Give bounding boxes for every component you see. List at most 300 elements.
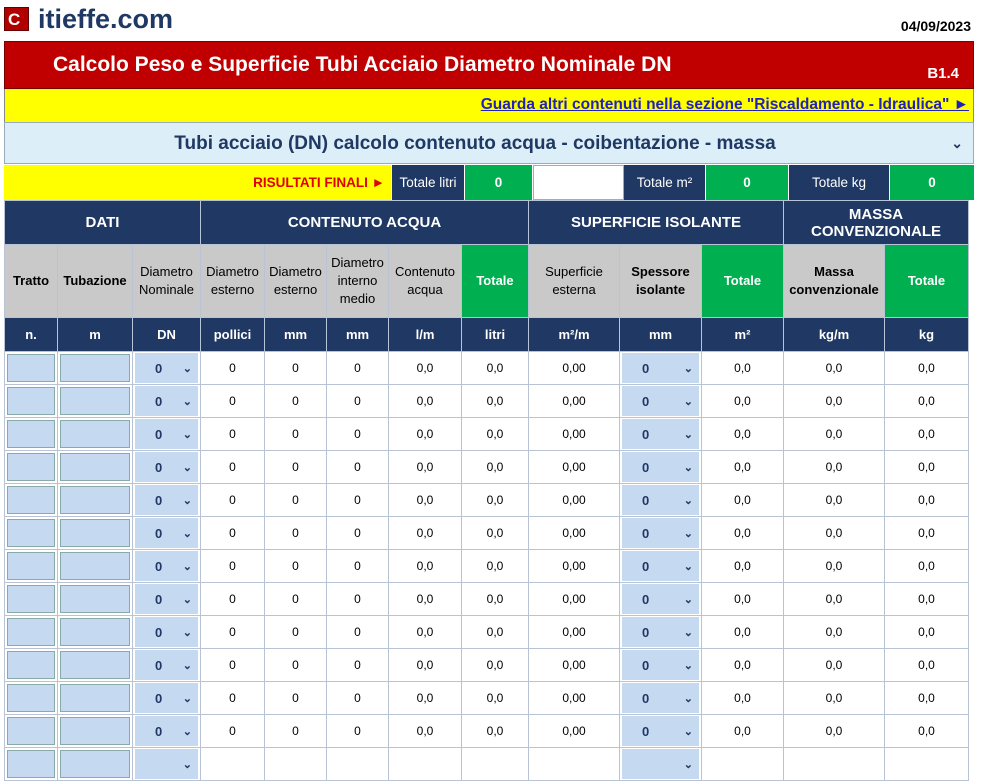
di-cell: 0	[327, 385, 389, 418]
results-blank-cell	[533, 165, 624, 200]
dn-select[interactable]	[135, 518, 198, 548]
tubazione-cell	[58, 451, 133, 484]
totale-m2-cell: 0,0	[702, 517, 784, 550]
pollici-cell: 0	[201, 550, 265, 583]
col-diametro-esterno-pollici: Diametro esterno	[201, 245, 265, 318]
contenuto-cell: 0,0	[389, 517, 462, 550]
tubazione-input[interactable]	[60, 486, 130, 514]
pollici-cell: 0	[201, 352, 265, 385]
spessore-select[interactable]	[622, 452, 699, 482]
tubazione-input[interactable]	[60, 651, 130, 679]
tubazione-input[interactable]	[60, 684, 130, 712]
chevron-down-icon: ⌄	[683, 659, 693, 672]
tubazione-input[interactable]	[60, 354, 130, 382]
table-row	[5, 649, 969, 682]
spessore-cell	[620, 616, 702, 649]
group-massa-convenzionale: MASSA CONVENZIONALE	[784, 201, 969, 245]
superficie-cell: 0,00	[529, 682, 620, 715]
totale-m2-cell: 0,0	[702, 385, 784, 418]
tratto-input[interactable]	[7, 387, 55, 415]
chevron-down-icon: ⌄	[182, 692, 192, 705]
massa-cell: 0,0	[784, 616, 885, 649]
spessore-value: 0	[642, 657, 650, 673]
pollici-cell: 0	[201, 682, 265, 715]
sub-header-row	[5, 245, 969, 318]
di-cell: 0	[327, 715, 389, 748]
superficie-cell: 0,00	[529, 616, 620, 649]
totale-litri-cell: 0,0	[462, 451, 529, 484]
contenuto-cell: 0,0	[389, 352, 462, 385]
col-diametro-esterno-mm: Diametro esterno	[265, 245, 327, 318]
chevron-down-icon: ⌄	[683, 626, 693, 639]
totale-m2-cell: 0,0	[702, 451, 784, 484]
pollici-cell: 0	[201, 715, 265, 748]
chevron-down-icon: ⌄	[182, 593, 192, 606]
pollici-cell: 0	[201, 616, 265, 649]
tubazione-cell	[58, 385, 133, 418]
tratto-input[interactable]	[7, 354, 55, 382]
calculator-select[interactable]	[4, 122, 974, 164]
spessore-select[interactable]	[622, 650, 699, 680]
spessore-cell	[620, 451, 702, 484]
top-bar	[0, 0, 981, 40]
di-cell: 0	[327, 352, 389, 385]
dn-cell	[133, 517, 201, 550]
dn-value: 0	[155, 426, 163, 442]
section-link[interactable]: Guarda altri contenuti nella sezione "Riscaldamento - Idraulica" ►	[480, 96, 969, 113]
contenuto-cell: 0,0	[389, 649, 462, 682]
massa-cell: 0,0	[784, 682, 885, 715]
col-diametro-interno: Diametro interno medio	[327, 245, 389, 318]
unit-cell: l/m	[389, 318, 462, 352]
dn-value: 0	[155, 393, 163, 409]
dn-cell	[133, 682, 201, 715]
tratto-input[interactable]	[7, 717, 55, 745]
contenuto-cell: 0,0	[389, 583, 462, 616]
spessore-cell	[620, 715, 702, 748]
pollici-cell	[201, 748, 265, 781]
results-label: RISULTATI FINALI ►	[4, 165, 391, 200]
col-massa-convenzionale: Massa convenzionale	[784, 245, 885, 318]
table-row	[5, 583, 969, 616]
totale-kg-label: Totale kg	[789, 165, 889, 200]
totale-m2-value: 0	[706, 165, 788, 200]
col-tratto: Tratto	[5, 245, 58, 318]
site-name[interactable]: itieffe.com	[38, 4, 174, 34]
chevron-down-icon: ⌄	[683, 692, 693, 705]
section-link-bar	[4, 89, 974, 122]
unit-cell: litri	[462, 318, 529, 352]
contenuto-cell: 0,0	[389, 616, 462, 649]
col-contenuto-acqua: Contenuto acqua	[389, 245, 462, 318]
logo-glyph: C	[8, 10, 21, 29]
superficie-cell: 0,00	[529, 550, 620, 583]
tubazione-input[interactable]	[60, 519, 130, 547]
table-row	[5, 550, 969, 583]
spessore-value: 0	[642, 426, 650, 442]
chevron-down-icon: ⌄	[683, 560, 693, 573]
chevron-down-icon: ⌄	[683, 593, 693, 606]
spessore-select[interactable]	[622, 353, 699, 383]
dn-value: 0	[155, 558, 163, 574]
tratto-cell	[5, 352, 58, 385]
tratto-cell	[5, 385, 58, 418]
dn-value: 0	[155, 492, 163, 508]
dn-cell	[133, 715, 201, 748]
contenuto-cell: 0,0	[389, 418, 462, 451]
dn-value: 0	[155, 624, 163, 640]
chevron-down-icon: ⌄	[683, 494, 693, 507]
dn-cell	[133, 352, 201, 385]
totale-litri-cell	[462, 748, 529, 781]
table-row	[5, 517, 969, 550]
col-superficie-esterna: Superficie esterna	[529, 245, 620, 318]
chevron-down-icon: ⌄	[683, 428, 693, 441]
unit-cell: n.	[5, 318, 58, 352]
tubazione-cell	[58, 583, 133, 616]
di-cell: 0	[327, 649, 389, 682]
spessore-select[interactable]	[622, 716, 699, 746]
di-cell: 0	[327, 418, 389, 451]
tratto-cell	[5, 418, 58, 451]
contenuto-cell: 0,0	[389, 385, 462, 418]
massa-cell: 0,0	[784, 517, 885, 550]
totale-litri-cell: 0,0	[462, 682, 529, 715]
dn-cell	[133, 451, 201, 484]
di-cell: 0	[327, 484, 389, 517]
pollici-cell: 0	[201, 418, 265, 451]
tratto-input[interactable]	[7, 651, 55, 679]
tratto-cell	[5, 649, 58, 682]
unit-cell: kg/m	[784, 318, 885, 352]
totale-kg-cell: 0,0	[885, 352, 969, 385]
dn-select[interactable]	[135, 386, 198, 416]
spessore-select[interactable]	[622, 485, 699, 515]
tubazione-cell	[58, 649, 133, 682]
tubazione-input[interactable]	[60, 618, 130, 646]
col-spessore-isolante: Spessore isolante	[620, 245, 702, 318]
tubazione-input[interactable]	[60, 750, 130, 778]
di-cell: 0	[327, 682, 389, 715]
dn-cell	[133, 385, 201, 418]
dn-cell	[133, 649, 201, 682]
de-cell: 0	[265, 418, 327, 451]
spessore-cell	[620, 748, 702, 781]
totale-m2-cell: 0,0	[702, 649, 784, 682]
di-cell: 0	[327, 583, 389, 616]
dn-select[interactable]	[135, 485, 198, 515]
tratto-cell	[5, 550, 58, 583]
chevron-down-icon: ⌄	[182, 659, 192, 672]
dn-cell	[133, 583, 201, 616]
tratto-input[interactable]	[7, 585, 55, 613]
de-cell: 0	[265, 385, 327, 418]
tratto-input[interactable]	[7, 684, 55, 712]
spessore-select[interactable]	[622, 518, 699, 548]
tratto-input[interactable]	[7, 420, 55, 448]
totale-kg-cell: 0,0	[885, 715, 969, 748]
tubazione-cell	[58, 418, 133, 451]
tubazione-input[interactable]	[60, 552, 130, 580]
tratto-input[interactable]	[7, 552, 55, 580]
dn-select[interactable]	[135, 749, 198, 779]
page-title: Calcolo Peso e Superficie Tubi Acciaio Diametro Nominale DN	[53, 53, 672, 76]
spessore-value: 0	[642, 591, 650, 607]
tubazione-input[interactable]	[60, 453, 130, 481]
pollici-cell: 0	[201, 385, 265, 418]
dn-select[interactable]	[135, 716, 198, 746]
chevron-down-icon: ⌄	[683, 758, 693, 771]
table-row	[5, 418, 969, 451]
col-totale-kg: Totale	[885, 245, 969, 318]
dn-select[interactable]	[135, 617, 198, 647]
page-code: B1.4	[927, 65, 959, 82]
de-cell: 0	[265, 715, 327, 748]
superficie-cell: 0,00	[529, 583, 620, 616]
tratto-cell	[5, 451, 58, 484]
totale-kg-cell: 0,0	[885, 583, 969, 616]
dn-value: 0	[155, 657, 163, 673]
dn-cell	[133, 418, 201, 451]
calculator-select-value: Tubi acciaio (DN) calcolo contenuto acqua - coibentazione - massa	[174, 133, 776, 154]
tubazione-cell	[58, 616, 133, 649]
superficie-cell: 0,00	[529, 484, 620, 517]
dn-value: 0	[155, 591, 163, 607]
totale-m2-cell: 0,0	[702, 352, 784, 385]
group-contenuto-acqua: CONTENUTO ACQUA	[201, 201, 529, 245]
dn-select[interactable]	[135, 650, 198, 680]
pollici-cell: 0	[201, 583, 265, 616]
chevron-down-icon: ⌄	[182, 362, 192, 375]
spessore-select[interactable]	[622, 617, 699, 647]
spessore-value: 0	[642, 723, 650, 739]
group-header-row	[5, 201, 969, 245]
tratto-cell	[5, 616, 58, 649]
totale-kg-cell	[885, 748, 969, 781]
tubazione-cell	[58, 748, 133, 781]
totale-litri-cell: 0,0	[462, 484, 529, 517]
tubazione-cell	[58, 682, 133, 715]
table-row	[5, 616, 969, 649]
spessore-cell	[620, 649, 702, 682]
dn-cell	[133, 484, 201, 517]
massa-cell: 0,0	[784, 385, 885, 418]
totale-litri-cell: 0,0	[462, 352, 529, 385]
tratto-input[interactable]	[7, 486, 55, 514]
tratto-cell	[5, 748, 58, 781]
massa-cell: 0,0	[784, 583, 885, 616]
pollici-cell: 0	[201, 517, 265, 550]
contenuto-cell: 0,0	[389, 682, 462, 715]
chevron-down-icon: ⌄	[182, 626, 192, 639]
dn-select[interactable]	[135, 551, 198, 581]
spessore-value: 0	[642, 690, 650, 706]
table-row	[5, 352, 969, 385]
totale-kg-cell: 0,0	[885, 616, 969, 649]
spessore-value: 0	[642, 459, 650, 475]
totale-kg-cell: 0,0	[885, 550, 969, 583]
di-cell	[327, 748, 389, 781]
spessore-cell	[620, 418, 702, 451]
spessore-select[interactable]	[622, 749, 699, 779]
superficie-cell: 0,00	[529, 649, 620, 682]
unit-row	[5, 318, 969, 352]
superficie-cell: 0,00	[529, 352, 620, 385]
tratto-input[interactable]	[7, 750, 55, 778]
totale-m2-cell: 0,0	[702, 484, 784, 517]
spessore-cell	[620, 352, 702, 385]
totale-litri-cell: 0,0	[462, 550, 529, 583]
dn-select[interactable]	[135, 584, 198, 614]
dn-select[interactable]	[135, 419, 198, 449]
contenuto-cell	[389, 748, 462, 781]
table-row	[5, 748, 969, 781]
tratto-cell	[5, 682, 58, 715]
dn-cell	[133, 616, 201, 649]
massa-cell: 0,0	[784, 649, 885, 682]
date-label: 04/09/2023	[900, 18, 971, 34]
spessore-select[interactable]	[622, 683, 699, 713]
tubazione-cell	[58, 484, 133, 517]
tubazione-cell	[58, 550, 133, 583]
spessore-cell	[620, 682, 702, 715]
dn-select[interactable]	[135, 452, 198, 482]
spessore-value: 0	[642, 393, 650, 409]
spessore-cell	[620, 385, 702, 418]
chevron-down-icon: ⌄	[683, 461, 693, 474]
pollici-cell: 0	[201, 484, 265, 517]
spessore-value: 0	[642, 624, 650, 640]
spessore-select[interactable]	[622, 551, 699, 581]
tratto-input[interactable]	[7, 618, 55, 646]
spessore-cell	[620, 550, 702, 583]
tratto-input[interactable]	[7, 453, 55, 481]
chevron-down-icon: ⌄	[182, 395, 192, 408]
unit-cell: kg	[885, 318, 969, 352]
chevron-down-icon: ⌄	[683, 362, 693, 375]
de-cell: 0	[265, 517, 327, 550]
chevron-down-icon: ⌄	[182, 461, 192, 474]
massa-cell: 0,0	[784, 418, 885, 451]
chevron-down-icon: ⌄	[182, 527, 192, 540]
chevron-down-icon: ⌄	[182, 758, 192, 771]
superficie-cell: 0,00	[529, 385, 620, 418]
chevron-down-icon: ⌄	[683, 395, 693, 408]
de-cell: 0	[265, 649, 327, 682]
contenuto-cell: 0,0	[389, 715, 462, 748]
tubazione-cell	[58, 352, 133, 385]
tratto-cell	[5, 583, 58, 616]
table-row	[5, 451, 969, 484]
superficie-cell	[529, 748, 620, 781]
spessore-value: 0	[642, 525, 650, 541]
unit-cell: m²/m	[529, 318, 620, 352]
superficie-cell: 0,00	[529, 451, 620, 484]
totale-m2-cell	[702, 748, 784, 781]
contenuto-cell: 0,0	[389, 451, 462, 484]
spessore-value: 0	[642, 360, 650, 376]
totale-kg-cell: 0,0	[885, 484, 969, 517]
totale-litri-cell: 0,0	[462, 385, 529, 418]
tubazione-cell	[58, 517, 133, 550]
totale-m2-cell: 0,0	[702, 616, 784, 649]
totale-m2-cell: 0,0	[702, 715, 784, 748]
col-totale-m2: Totale	[702, 245, 784, 318]
pollici-cell: 0	[201, 649, 265, 682]
group-superficie-isolante: SUPERFICIE ISOLANTE	[529, 201, 784, 245]
massa-cell: 0,0	[784, 550, 885, 583]
di-cell: 0	[327, 550, 389, 583]
chevron-down-icon: ⌄	[182, 725, 192, 738]
tubazione-cell	[58, 715, 133, 748]
dn-value: 0	[155, 690, 163, 706]
tubazione-input[interactable]	[60, 420, 130, 448]
di-cell: 0	[327, 616, 389, 649]
spessore-value: 0	[642, 492, 650, 508]
pipe-table	[4, 200, 969, 781]
totale-kg-value: 0	[890, 165, 974, 200]
totale-litri-cell: 0,0	[462, 418, 529, 451]
table-row	[5, 715, 969, 748]
spessore-select[interactable]	[622, 584, 699, 614]
dn-select[interactable]	[135, 353, 198, 383]
tubazione-input[interactable]	[60, 717, 130, 745]
chevron-down-icon: ⌄	[683, 527, 693, 540]
dn-value: 0	[155, 459, 163, 475]
spessore-cell	[620, 583, 702, 616]
tratto-input[interactable]	[7, 519, 55, 547]
dn-select[interactable]	[135, 683, 198, 713]
chevron-down-icon: ⌄	[182, 494, 192, 507]
unit-cell: mm	[327, 318, 389, 352]
table-row	[5, 484, 969, 517]
table-row	[5, 385, 969, 418]
massa-cell	[784, 748, 885, 781]
dn-cell	[133, 748, 201, 781]
totale-kg-cell: 0,0	[885, 682, 969, 715]
spessore-select[interactable]	[622, 386, 699, 416]
chevron-down-icon: ⌄	[951, 135, 963, 151]
spessore-cell	[620, 484, 702, 517]
totale-litri-cell: 0,0	[462, 715, 529, 748]
chevron-down-icon: ⌄	[182, 560, 192, 573]
tratto-cell	[5, 517, 58, 550]
spessore-value: 0	[642, 558, 650, 574]
tubazione-input[interactable]	[60, 585, 130, 613]
massa-cell: 0,0	[784, 484, 885, 517]
totale-litri-cell: 0,0	[462, 649, 529, 682]
tratto-cell	[5, 715, 58, 748]
de-cell: 0	[265, 451, 327, 484]
site-logo-icon[interactable]	[4, 7, 29, 31]
de-cell: 0	[265, 550, 327, 583]
de-cell: 0	[265, 616, 327, 649]
tubazione-input[interactable]	[60, 387, 130, 415]
totale-litri-cell: 0,0	[462, 616, 529, 649]
totale-kg-cell: 0,0	[885, 451, 969, 484]
contenuto-cell: 0,0	[389, 484, 462, 517]
spessore-select[interactable]	[622, 419, 699, 449]
unit-cell: mm	[620, 318, 702, 352]
totale-kg-cell: 0,0	[885, 418, 969, 451]
totale-litri-cell: 0,0	[462, 517, 529, 550]
totale-m2-cell: 0,0	[702, 583, 784, 616]
totale-m2-label: Totale m²	[624, 165, 705, 200]
unit-cell: DN	[133, 318, 201, 352]
dn-value: 0	[155, 525, 163, 541]
totale-litri-label: Totale litri	[392, 165, 464, 200]
totale-litri-value: 0	[465, 165, 532, 200]
